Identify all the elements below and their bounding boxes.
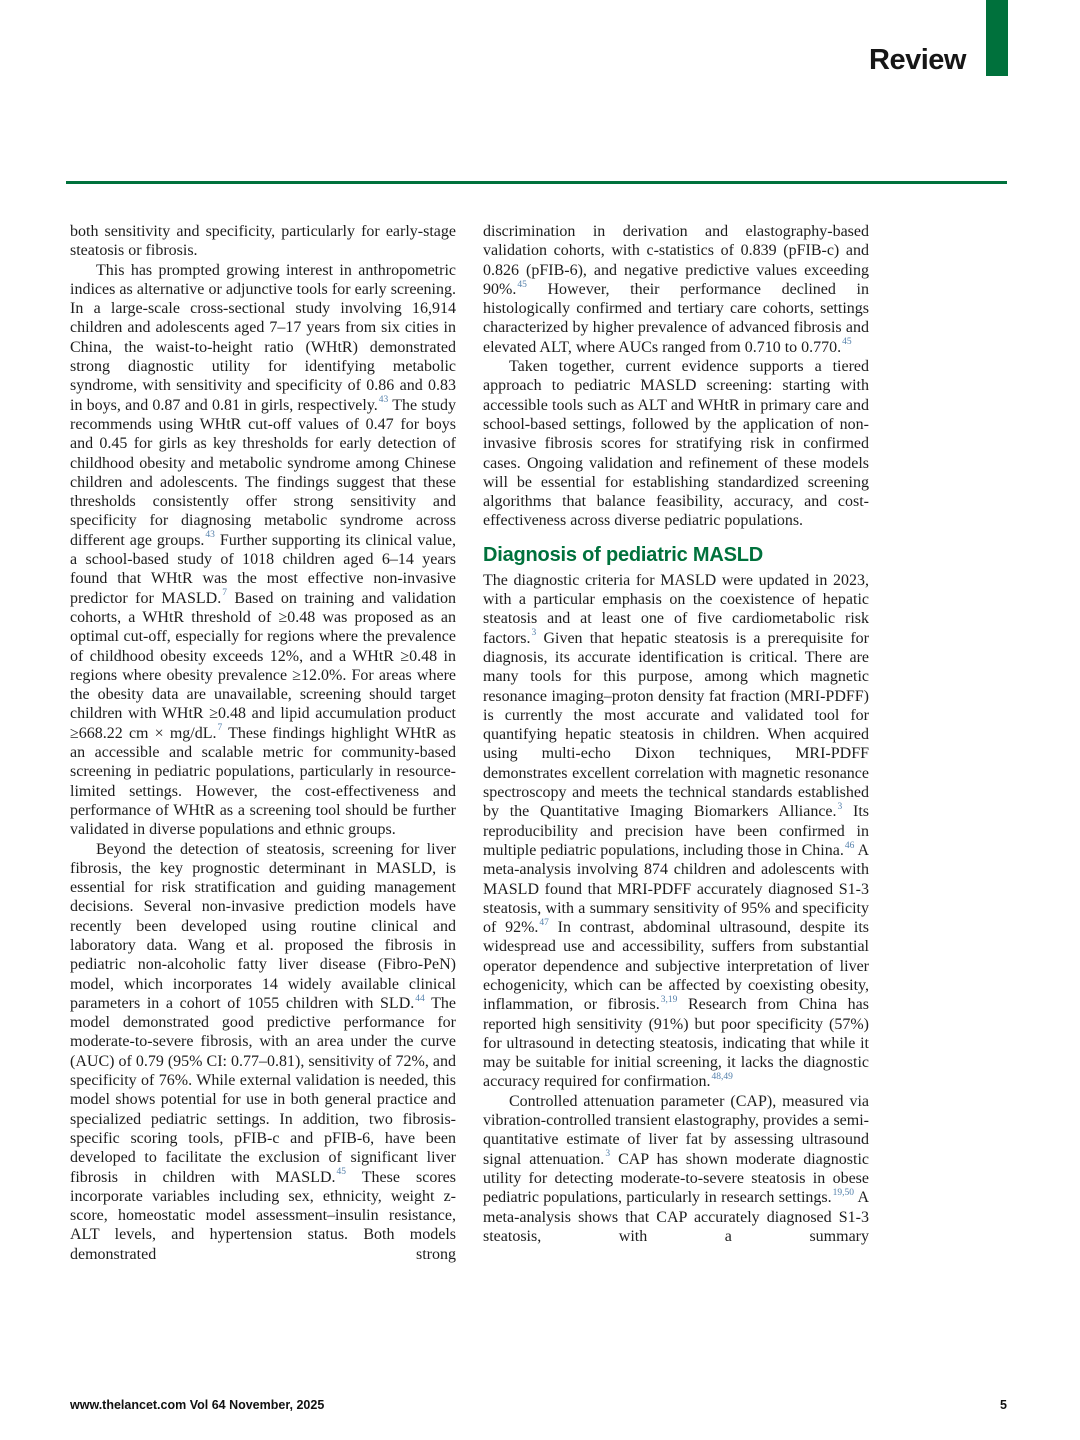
reference-superscript: 43 — [205, 530, 215, 541]
reference-superscript: 3,19 — [660, 994, 678, 1005]
paragraph: both sensitivity and specificity, particularly for early-stage steatosis or fibrosis. — [70, 223, 456, 260]
paragraph: Beyond the detection of steatosis, screening for liver fibrosis, the key prognostic determinant in MASLD, is essential for risk stratification and guiding management decisions. Several non-invasive prediction models have recently been developed using routine clinical and laboratory data. Wang et al. proposed the fibrosis in pediatric non-alcoholic fatty liver disease (Fibro-PeN) model, which incorporates 14 widely available clinical parameters in a cohort of 1055 children with SLD.$^{44}$ The model demonstrated good predictive performance for moderate-to-severe fibrosis, with an area under the curve (AUC) of 0.79 (95% CI: 0.77–0.81), sensitivity of 72%, and specificity of 76%. While external validation is needed, this model shows potential for use in both general practice and specialized pediatric settings. In addition, two fibrosis-specific scoring tools, pFIB-c and pFIB-6, have been developed to facilitate the exclusion of significant liver fibrosis in children with MASLD.$^{45}$ These scores incorporate variables including sex, ethnicity, weight z-score, homeostatic model assessment–insulin resistance, ALT levels, and hypertension status. Both models demonstrated strong — [70, 840, 456, 1263]
reference-superscript: 3 — [837, 801, 843, 812]
reference-superscript: 45 — [517, 279, 527, 290]
paragraph: The diagnostic criteria for MASLD were updated in 2023, with a particular emphasis on the coexistence of hepatic steatosis and at least one of five cardiometabolic risk factors.$^3$ Given that hepatic steatosis is a prerequisite for diagnosis, its accurate identification is critical. There are many tools for this purpose, among which magnetic resonance imaging–proton density fat fraction (MRI-PDFF) is currently the most accurate and validated tool for quantifying hepatic steatosis in children. When acquired using multi-echo Dixon techniques, MRI-PDFF demonstrates excellent correlation with magnetic resonance spectroscopy and meets the technical standards established by the Quantitative Imaging Biomarkers Alliance.$^3$ Its reproducibility and precision have been confirmed in multiple pediatric populations, including those in China.$^{46}$ A meta-analysis involving 874 children and adolescents with MASLD found that MRI-PDFF accurately diagnosed S1-3 steatosis, with a summary sensitivity of 95% and specificity of 92%.$^{47}$ In contrast, abdominal ultrasound, despite its widespread use and accessibility, suffers from substantial operator dependence and subjective interpretation of liver echogenicity, which can be affected by coexisting obesity, inflammation, or fibrosis.$^{3,19}$ Research from China has reported high sensitivity (91%) but poor specificity (57%) for ultrasound in detecting steatosis, indicating that while it may be suitable for initial screening, it lacks the diagnostic accuracy required for confirmation.$^{48,49}$ — [483, 571, 870, 1091]
column-right — [483, 222, 869, 1264]
article-body — [70, 222, 870, 1264]
column-left — [70, 222, 456, 1264]
paragraph: Taken together, current evidence supports a tiered approach to pediatric MASLD screening: starting with accessible tools such as ALT and WHtR in primary care and school-based settings, followed by the application of non-invasive fibrosis scores for stratifying risk in confirmed cases. Ongoing validation and refinement of these models will be essential for establishing standardized screening algorithms that balance feasibility, accuracy, and cost-effectiveness across diverse pediatric populations. — [483, 358, 869, 530]
reference-superscript: 44 — [415, 993, 425, 1004]
page-type-label: Review — [869, 44, 966, 76]
reference-superscript: 45 — [842, 337, 852, 348]
reference-superscript: 3 — [605, 1149, 611, 1160]
paragraph: discrimination in derivation and elastography-based validation cohorts, with c-statistics of 0.839 (pFIB-c) and 0.826 (pFIB-6), and negative predictive values exceeding 90%.$^{45}$ However, their performance declined in histologically confirmed and tertiary care cohorts, settings characterized by higher prevalence of advanced fibrosis and elevated ALT, where AUCs ranged from 0.710 to 0.770.45 — [483, 223, 869, 356]
journal-footer-citation: www.thelancet.com Vol 64 November, 2025 — [70, 1398, 325, 1412]
reference-superscript: 19,50 — [832, 1187, 855, 1198]
reference-superscript: 7 — [222, 588, 227, 599]
paragraph: This has prompted growing interest in anthropometric indices as alternative or adjunctive tools for early screening. In a large-scale cross-sectional study involving 16,914 children and adolescents aged 7–17 years from six cities in China, the waist-to-height ratio (WHtR) demonstrated strong diagnostic utility for identifying metabolic syndrome, with sensitivity and specificity of 0.86 and 0.83 in boys, and 0.87 and 0.81 in girls, respectively.$^{43}$ The study recommends using WHtR cut-off values of 0.47 for boys and 0.45 for girls as key thresholds for early detection of childhood obesity and metabolic syndrome among Chinese children and adolescents. The findings suggest that these thresholds consistently offer strong sensitivity and specificity for diagnosing metabolic syndrome across different age groups.$^{43}$ Further supporting its clinical value, a school-based study of 1018 children aged 6–14 years found that WHtR was the most effective non-invasive predictor for MASLD.$^7$ Based on training and validation cohorts, a WHtR threshold of ≥0.48 was proposed as an optimal cut-off, especially for regions where the prevalence of childhood obesity exceeds 12%, and a WHtR ≥0.48 in regions where obesity prevalence ≥12.0%. For areas where the obesity data are unavailable, screening should target children with WHtR ≥0.48 and lipid accumulation product ≥668.22 cm × mg/dL.$^7$ These findings highlight WHtR as an accessible and scalable metric for community-based screening in pediatric populations, particularly in resource-limited settings. However, the cost-effectiveness and performance of WHtR as a screening tool should be further validated in diverse populations and ethnic groups. — [70, 261, 457, 839]
reference-superscript: 45 — [336, 1167, 346, 1178]
reference-superscript: 3 — [531, 628, 537, 639]
section-heading: Diagnosis of pediatric MASLD — [483, 543, 763, 566]
paragraph: Controlled attenuation parameter (CAP), measured via vibration-controlled transient elastography, provides a semi-quantitative estimate of liver fat by assessing ultrasound signal attenuation.$^3$ CAP has shown moderate diagnostic utility for detecting moderate-to-severe steatosis in obese pediatric populations, particularly in research settings.$^{19,50}$ A meta-analysis shows that CAP accurately diagnosed S1-3 steatosis, with a summary — [483, 1092, 870, 1245]
reference-superscript: 46 — [844, 840, 855, 851]
reference-superscript: 48,49 — [711, 1072, 733, 1083]
reference-superscript: 43 — [378, 395, 389, 406]
reference-superscript: 7 — [217, 723, 223, 734]
green-corner-mark — [986, 0, 1008, 76]
header-rule — [66, 181, 1007, 184]
reference-superscript: 47 — [539, 917, 549, 928]
page-number: 5 — [1000, 1398, 1007, 1412]
